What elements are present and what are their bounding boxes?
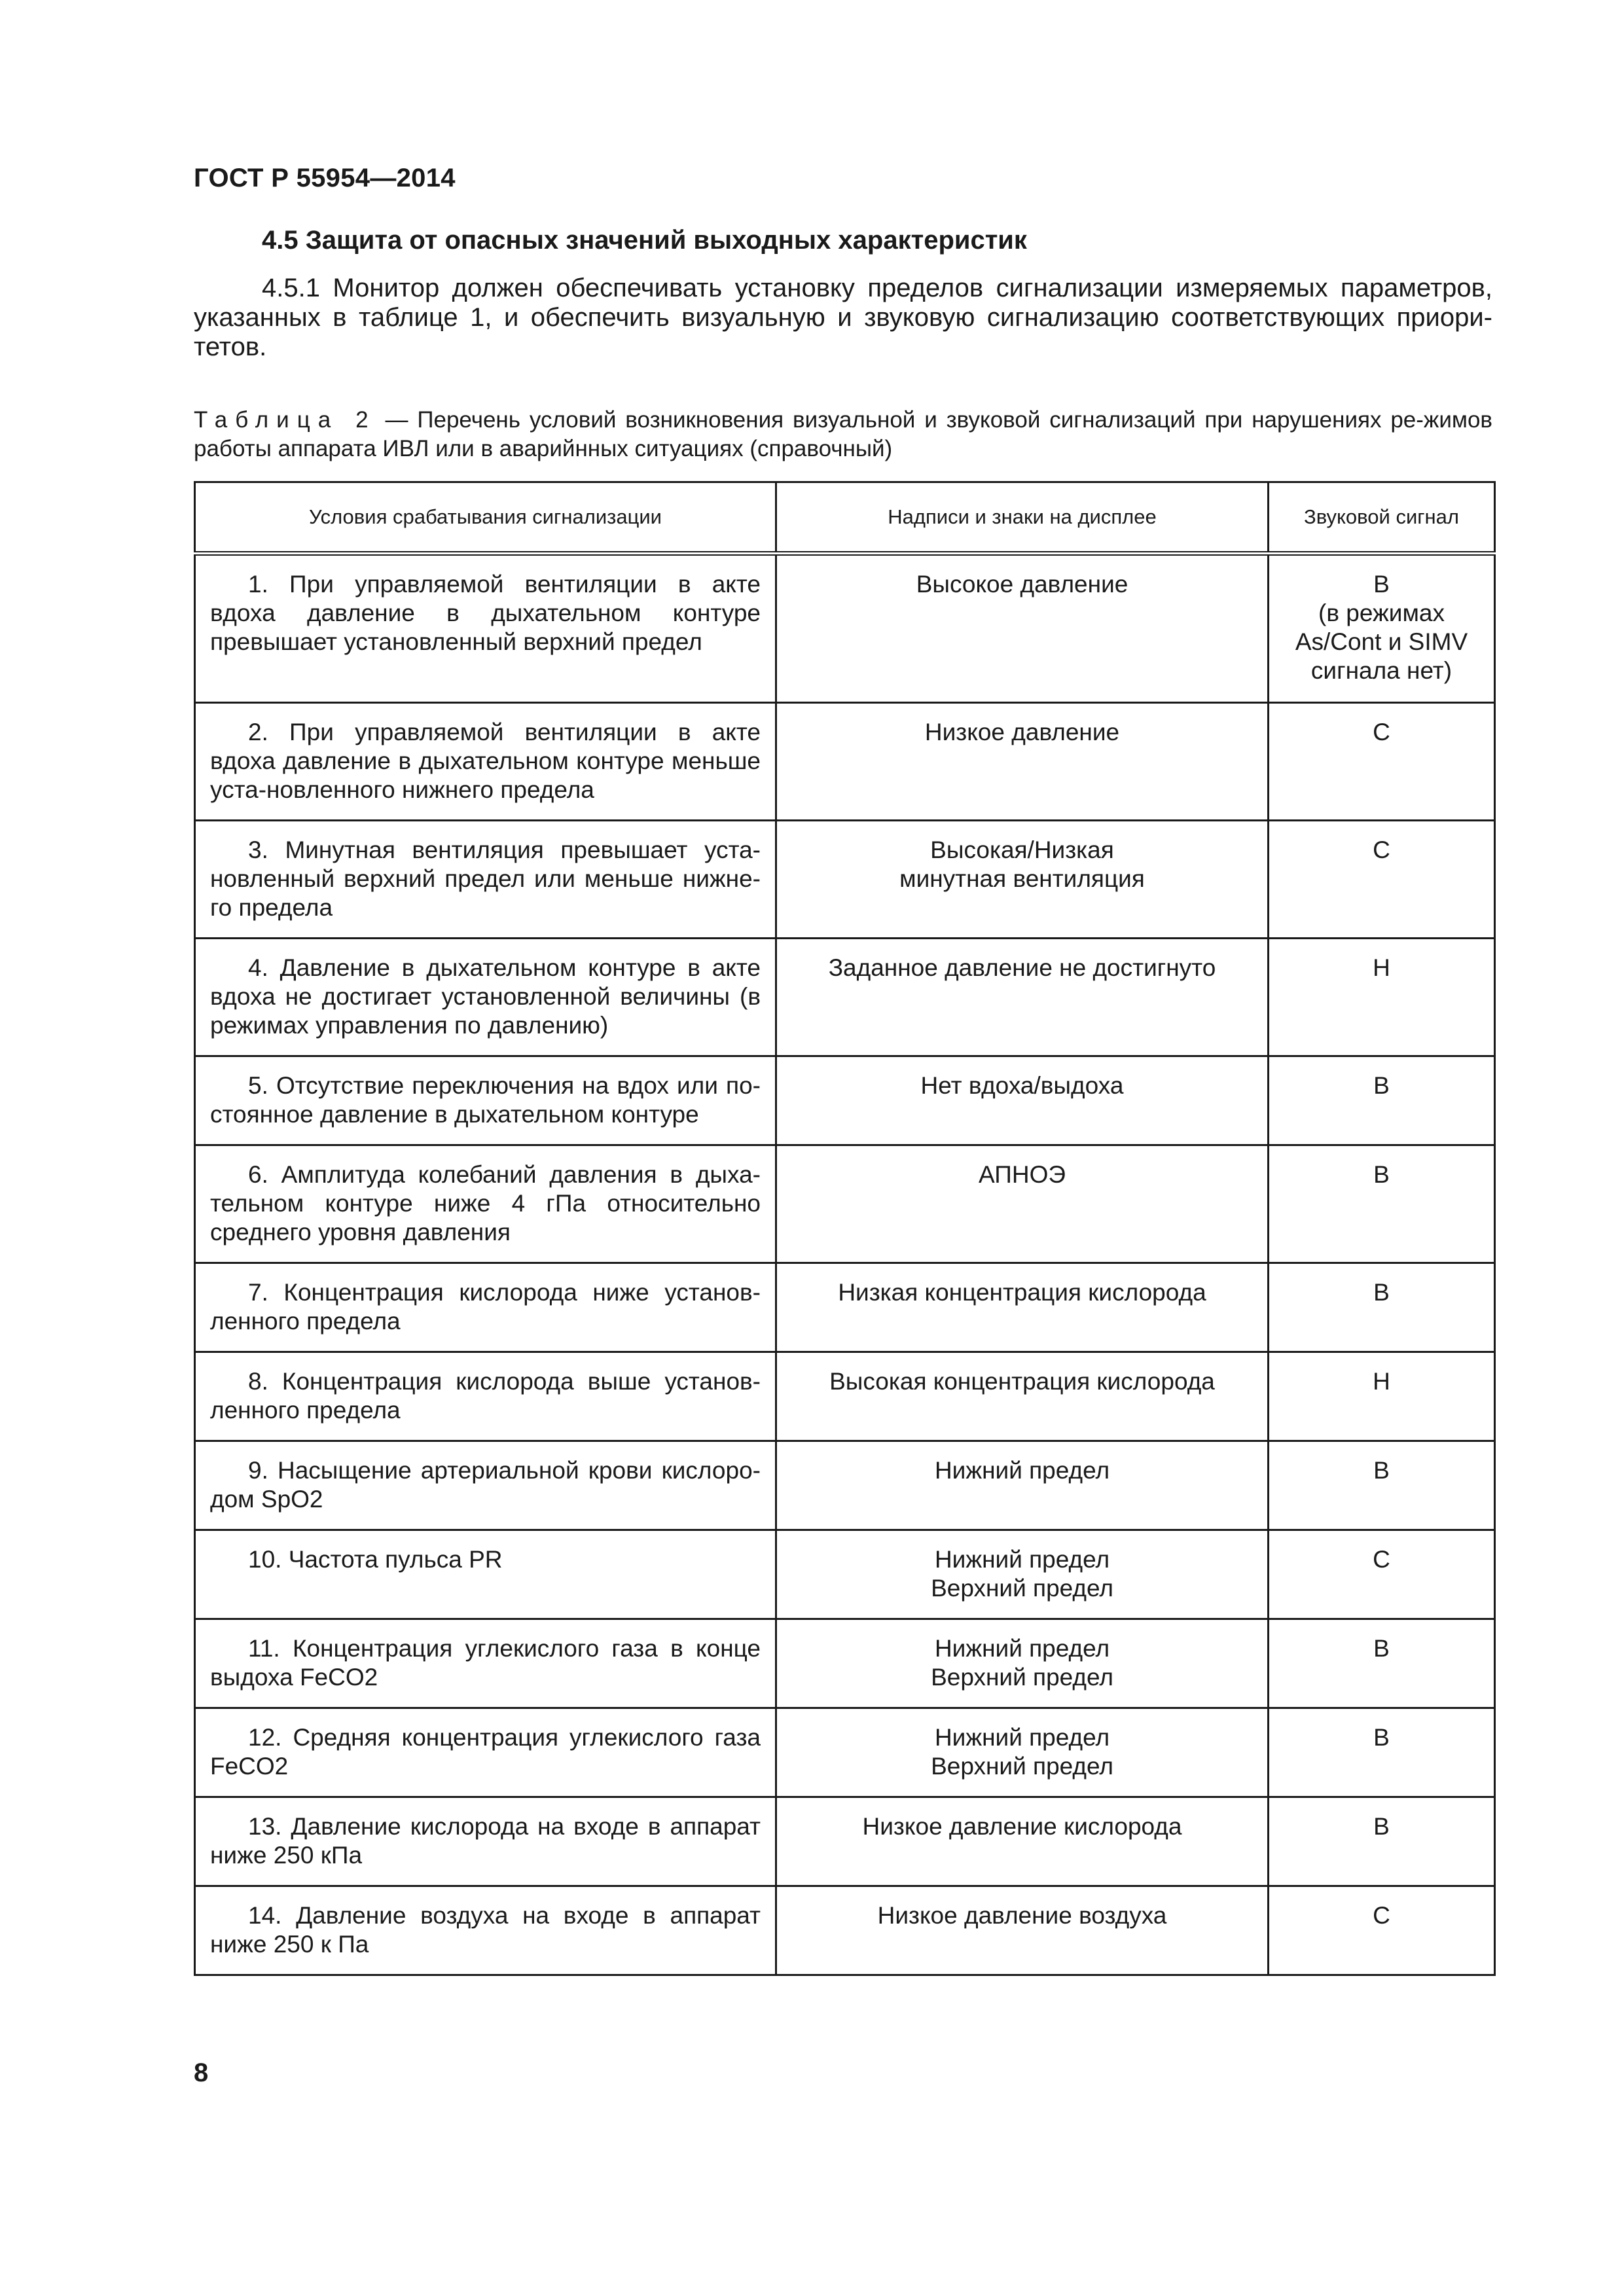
sound-text-line: Н [1373,954,1390,981]
table-row [195,554,1495,703]
condition-cell: 3. Минутная вентиляция превышает уста-новленный верхний предел или меньше нижне-го предела [195,821,776,939]
display-cell [776,1797,1269,1886]
table-row [195,1056,1495,1145]
condition-cell: 7. Концентрация кислорода ниже установ-ленного предела [195,1263,776,1352]
table-row [195,1352,1495,1441]
display-cell [776,703,1269,821]
table-row [195,1886,1495,1975]
display-text-line: Низкое давление [924,719,1120,745]
sound-text-line: (в режимах [1318,600,1445,626]
table-row [195,703,1495,821]
sound-cell [1269,1441,1495,1530]
display-cell [776,1886,1269,1975]
sound-text-line: В [1373,571,1390,598]
table-row [195,1708,1495,1797]
table-row [195,821,1495,939]
sound-text-line: С [1373,1902,1390,1929]
condition-cell: 4. Давление в дыхательном контуре в акте вдоха не достигает установленной величины (в режимах управления по давлению) [195,939,776,1056]
sound-text-line: В [1373,1724,1390,1751]
sound-cell [1269,1352,1495,1441]
condition-cell: 14. Давление воздуха на входе в аппарат ниже 250 к Па [195,1886,776,1975]
document-code: ГОСТ Р 55954—2014 [194,164,456,192]
sound-text-line: С [1373,1546,1390,1573]
display-cell [776,1441,1269,1530]
display-cell [776,939,1269,1056]
display-text-line: Нижний предел [934,1457,1110,1484]
condition-cell: 5. Отсутствие переключения на вдох или по-стоянное давление в дыхательном контуре [195,1056,776,1145]
display-text-line: АПНОЭ [979,1161,1066,1188]
display-cell [776,1056,1269,1145]
sound-text-line: В [1373,1813,1390,1840]
sound-text-line: сигнала нет) [1310,657,1453,684]
display-text-line: Высокая концентрация кислорода [829,1368,1215,1395]
table-row [195,1263,1495,1352]
display-cell [776,1263,1269,1352]
sound-cell [1269,1145,1495,1263]
sound-cell [1269,1797,1495,1886]
sound-cell [1269,1056,1495,1145]
condition-cell: 11. Концентрация углекислого газа в конце выдоха FeCO2 [195,1619,776,1708]
condition-cell: 1. При управляемой вентиляции в акте вдоха давление в дыхательном контуре превышает установленный верхний предел [195,554,776,703]
display-cell [776,1530,1269,1619]
display-text-line: Нет вдоха/выдоха [920,1072,1124,1099]
display-cell [776,1708,1269,1797]
column-header-sound: Звуковой сигнал [1269,482,1495,554]
display-text-line: Высокая/Низкая [930,836,1114,863]
page-number: 8 [194,2058,209,2087]
display-text-line: Верхний предел [931,1664,1113,1691]
body-paragraph: 4.5.1 Монитор должен обеспечивать установку пределов сигнализации измеряемых параметров, указанных в таблице 1, и обеспечить визуальную и звуковую сигнализацию соответствующих приори-тетов. [194,274,1492,361]
section-heading: 4.5 Защита от опасных значений выходных характеристик [262,226,1027,255]
sound-text-line: В [1373,1457,1390,1484]
display-text-line: Верхний предел [931,1753,1113,1780]
sound-text-line: С [1373,836,1390,863]
column-header-display: Надписи и знаки на дисплее [776,482,1269,554]
sound-text-line: Н [1373,1368,1390,1395]
condition-cell: 9. Насыщение артериальной крови кислоро-дом SpO2 [195,1441,776,1530]
condition-cell: 6. Амплитуда колебаний давления в дыха-тельном контуре ниже 4 гПа относительно среднего уровня давления [195,1145,776,1263]
display-text-line: минутная вентиляция [899,865,1145,892]
sound-cell [1269,554,1495,703]
display-text-line: Заданное давление не достигнуто [828,954,1216,981]
condition-cell: 12. Средняя концентрация углекислого газа FeCO2 [195,1708,776,1797]
sound-cell [1269,821,1495,939]
display-text-line: Нижний предел [934,1635,1110,1662]
condition-cell: 10. Частота пульса PR [195,1530,776,1619]
display-text-line: Верхний предел [931,1575,1113,1602]
sound-text-line: В [1373,1635,1390,1662]
display-text-line: Высокое давление [916,571,1128,598]
sound-cell [1269,1263,1495,1352]
display-cell [776,554,1269,703]
sound-cell [1269,1530,1495,1619]
sound-cell [1269,1886,1495,1975]
table-row [195,1530,1495,1619]
display-text-line: Низкое давление кислорода [862,1813,1182,1840]
display-cell [776,1619,1269,1708]
sound-cell [1269,939,1495,1056]
table-caption-label: Таблица 2 [194,407,376,433]
table-row [195,1797,1495,1886]
condition-cell: 2. При управляемой вентиляции в акте вдоха давление в дыхательном контуре меньше уста-новленного нижнего предела [195,703,776,821]
sound-cell [1269,1708,1495,1797]
sound-text-line: С [1373,719,1390,745]
sound-text-line: В [1373,1072,1390,1099]
table-row [195,1145,1495,1263]
condition-cell: 8. Концентрация кислорода выше установ-ленного предела [195,1352,776,1441]
display-text-line: Низкое давление воздуха [877,1902,1167,1929]
table-row [195,939,1495,1056]
display-cell [776,1145,1269,1263]
table-caption-text: — Перечень условий возникновения визуальной и звуковой сигнализаций при нарушениях ре-жимов работы аппарата ИВЛ или в аварийнных ситуациях (справочный) [194,407,1493,461]
sound-text-line: As/Cont и SIMV [1295,628,1468,655]
sound-cell [1269,1619,1495,1708]
display-text-line: Нижний предел [934,1724,1110,1751]
display-text-line: Низкая концентрация кислорода [838,1279,1206,1306]
table-header-row [195,482,1495,554]
display-cell [776,821,1269,939]
table-row [195,1619,1495,1708]
display-cell [776,1352,1269,1441]
sound-text-line: В [1373,1279,1390,1306]
table-caption [194,406,1492,463]
sound-text-line: В [1373,1161,1390,1188]
display-text-line: Нижний предел [934,1546,1110,1573]
condition-cell: 13. Давление кислорода на входе в аппарат ниже 250 кПа [195,1797,776,1886]
column-header-conditions: Условия срабатывания сигнализации [195,482,776,554]
table-body [195,554,1495,1975]
table-row [195,1441,1495,1530]
alarm-conditions-table [194,481,1496,1976]
sound-cell [1269,703,1495,821]
